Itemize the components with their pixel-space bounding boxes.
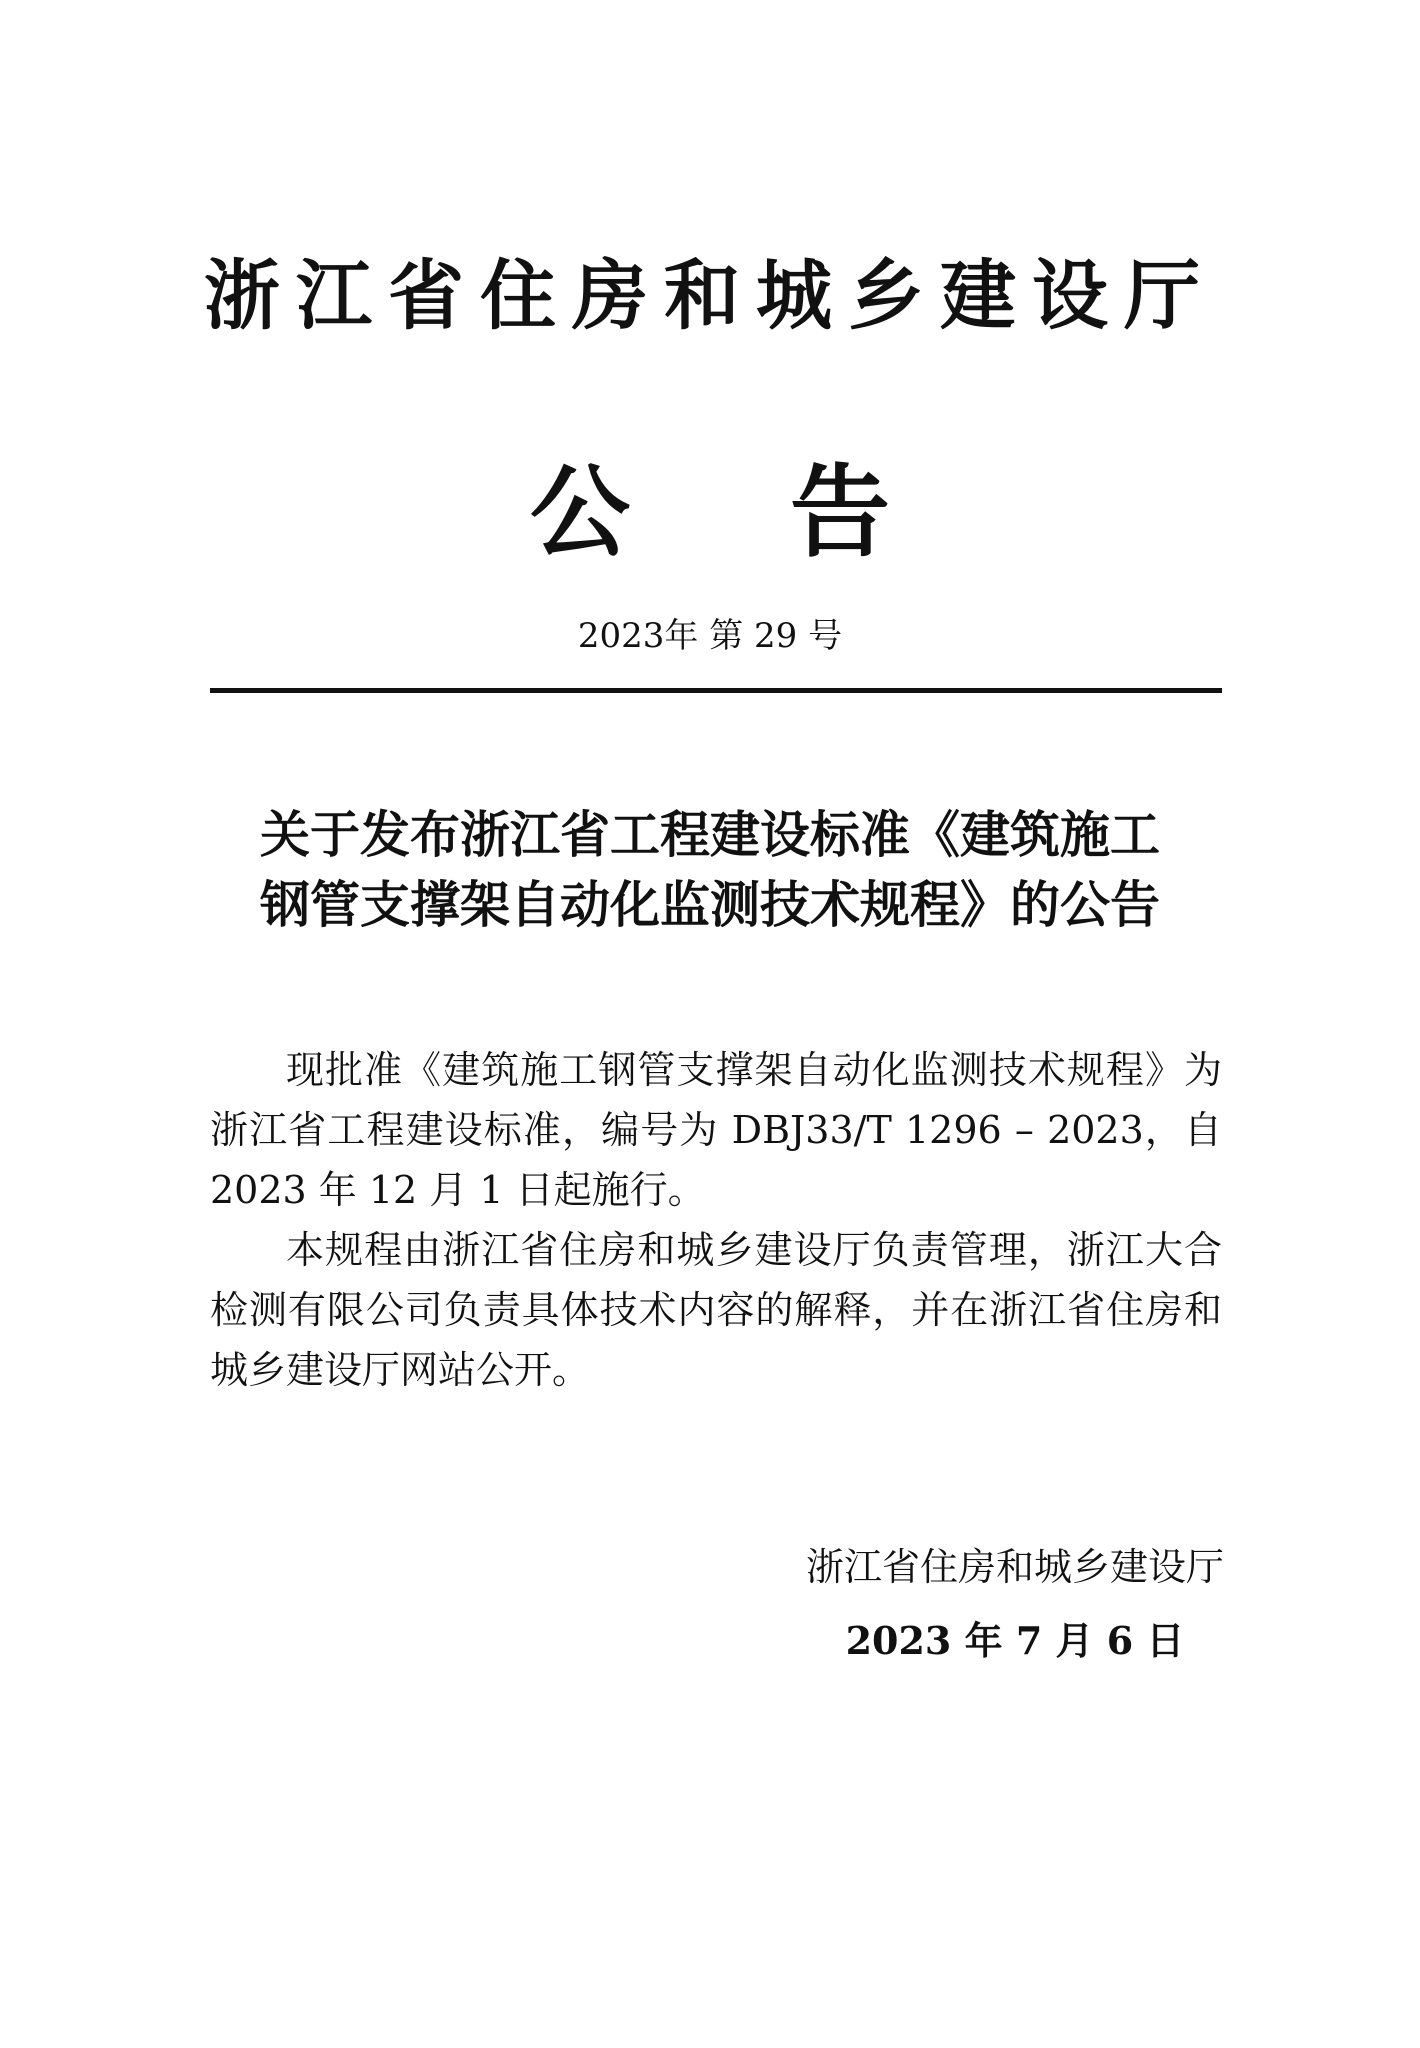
header-divider — [210, 688, 1222, 693]
body-paragraph-1: 现批准《建筑施工钢管支撑架自动化监测技术规程》为浙江省工程建设标准，编号为 DBJ33/T 1296 – 2023，自 2023 年 12 月 1 日起施行。 — [210, 1048, 1222, 1212]
title-line-1: 关于发布浙江省工程建设标准《建筑施工 — [260, 805, 1160, 864]
document-number: 2023年 第 29 号 — [577, 616, 843, 656]
issuer-heading: 浙江省住房和城乡建设厅 — [204, 251, 1216, 340]
title-line-2: 钢管支撑架自动化监测技术规程》的公告 — [260, 875, 1160, 934]
body-paragraph-2: 本规程由浙江省住房和城乡建设厅负责管理，浙江大合检测有限公司负责具体技术内容的解释，并在浙江省住房和城乡建设厅网站公开。 — [210, 1228, 1222, 1392]
signature-organization: 浙江省住房和城乡建设厅 — [805, 1545, 1224, 1589]
signature-date: 2023 年 7 月 6 日 — [845, 1618, 1185, 1663]
document-type-char-1: 公 — [530, 453, 630, 571]
announcement-body — [210, 1040, 1222, 1400]
document-type-heading — [0, 452, 1420, 572]
document-type-char-2: 告 — [790, 453, 890, 571]
announcement-title — [0, 800, 1420, 940]
signature-block — [806, 1530, 1224, 1678]
